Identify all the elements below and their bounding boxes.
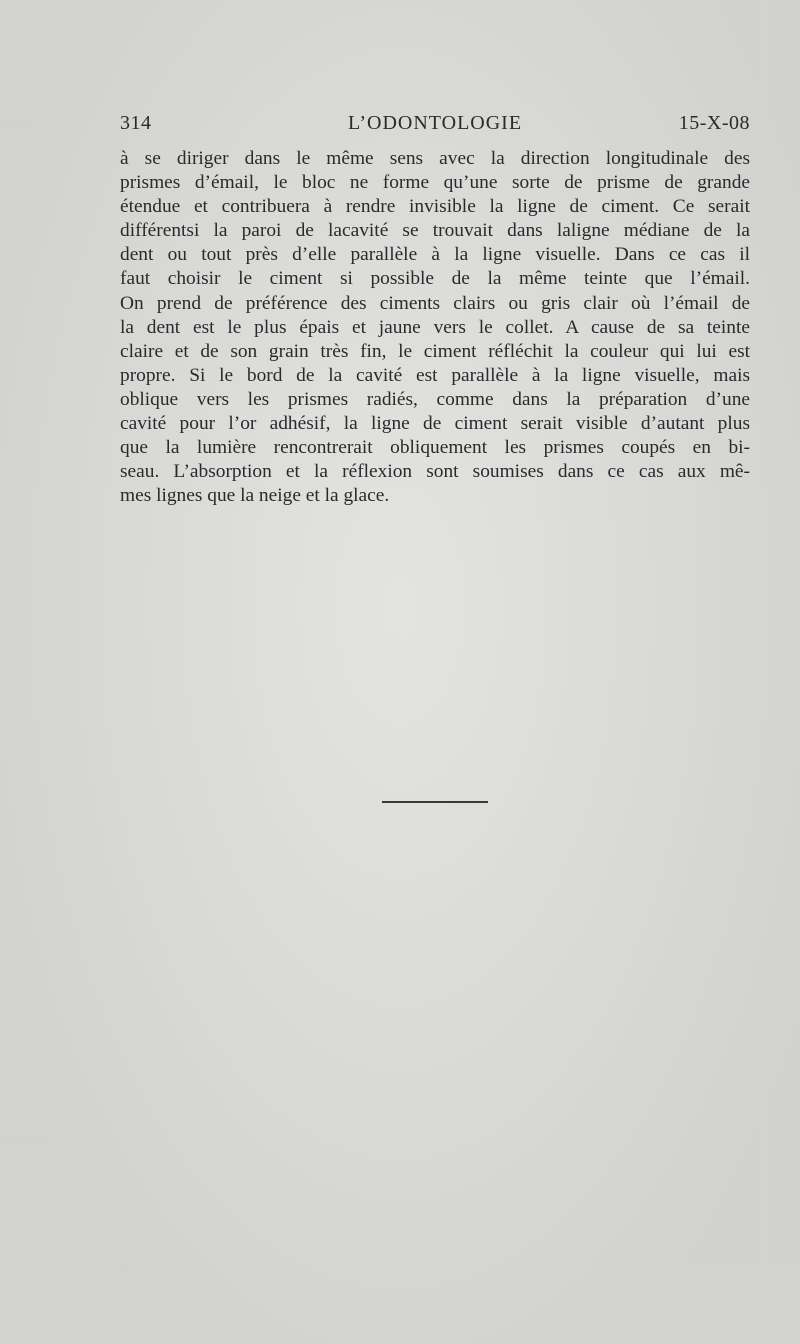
text-line: cavité pour l’or adhésif, la ligne de ciment serait visible d’autant plus bbox=[120, 413, 750, 435]
text-line: différentsi la paroi de lacavité se trouvait dans laligne médiane de la bbox=[120, 220, 750, 242]
text-line: étendue et contribuera à rendre invisible la ligne de ciment. Ce serait bbox=[120, 196, 750, 218]
text-line: dent ou tout près d’elle parallèle à la ligne visuelle. Dans ce cas il bbox=[120, 244, 750, 266]
page-number: 314 bbox=[120, 112, 152, 134]
issue-date: 15-X-08 bbox=[678, 112, 750, 134]
running-head bbox=[120, 112, 750, 142]
text-line: propre. Si le bord de la cavité est parallèle à la ligne visuelle, mais bbox=[120, 364, 750, 386]
body-paragraph bbox=[120, 147, 750, 508]
text-line: seau. L’absorption et la réflexion sont soumises dans ce cas aux mê- bbox=[120, 461, 750, 483]
text-line: On prend de préférence des ciments clairs ou gris clair où l’émail de bbox=[120, 292, 750, 314]
section-end-rule bbox=[382, 801, 488, 803]
text-line: claire et de son grain très fin, le ciment réfléchit la couleur qui lui est bbox=[120, 340, 750, 362]
text-line: mes lignes que la neige et la glace. bbox=[120, 485, 390, 507]
text-line: à se diriger dans le même sens avec la direction longitudinale des bbox=[120, 148, 750, 169]
text-line: que la lumière rencontrerait obliquement les prismes coupés en bi- bbox=[120, 437, 750, 459]
text-line: prismes d’émail, le bloc ne forme qu’une sorte de prisme de grande bbox=[120, 172, 750, 194]
text-line: la dent est le plus épais et jaune vers le collet. A cause de sa teinte bbox=[120, 316, 750, 338]
text-line: oblique vers les prismes radiés, comme dans la préparation d’une bbox=[120, 388, 750, 410]
journal-title: L’ODONTOLOGIE bbox=[347, 112, 523, 134]
text-line: faut choisir le ciment si possible de la même teinte que l’émail. bbox=[120, 268, 750, 290]
